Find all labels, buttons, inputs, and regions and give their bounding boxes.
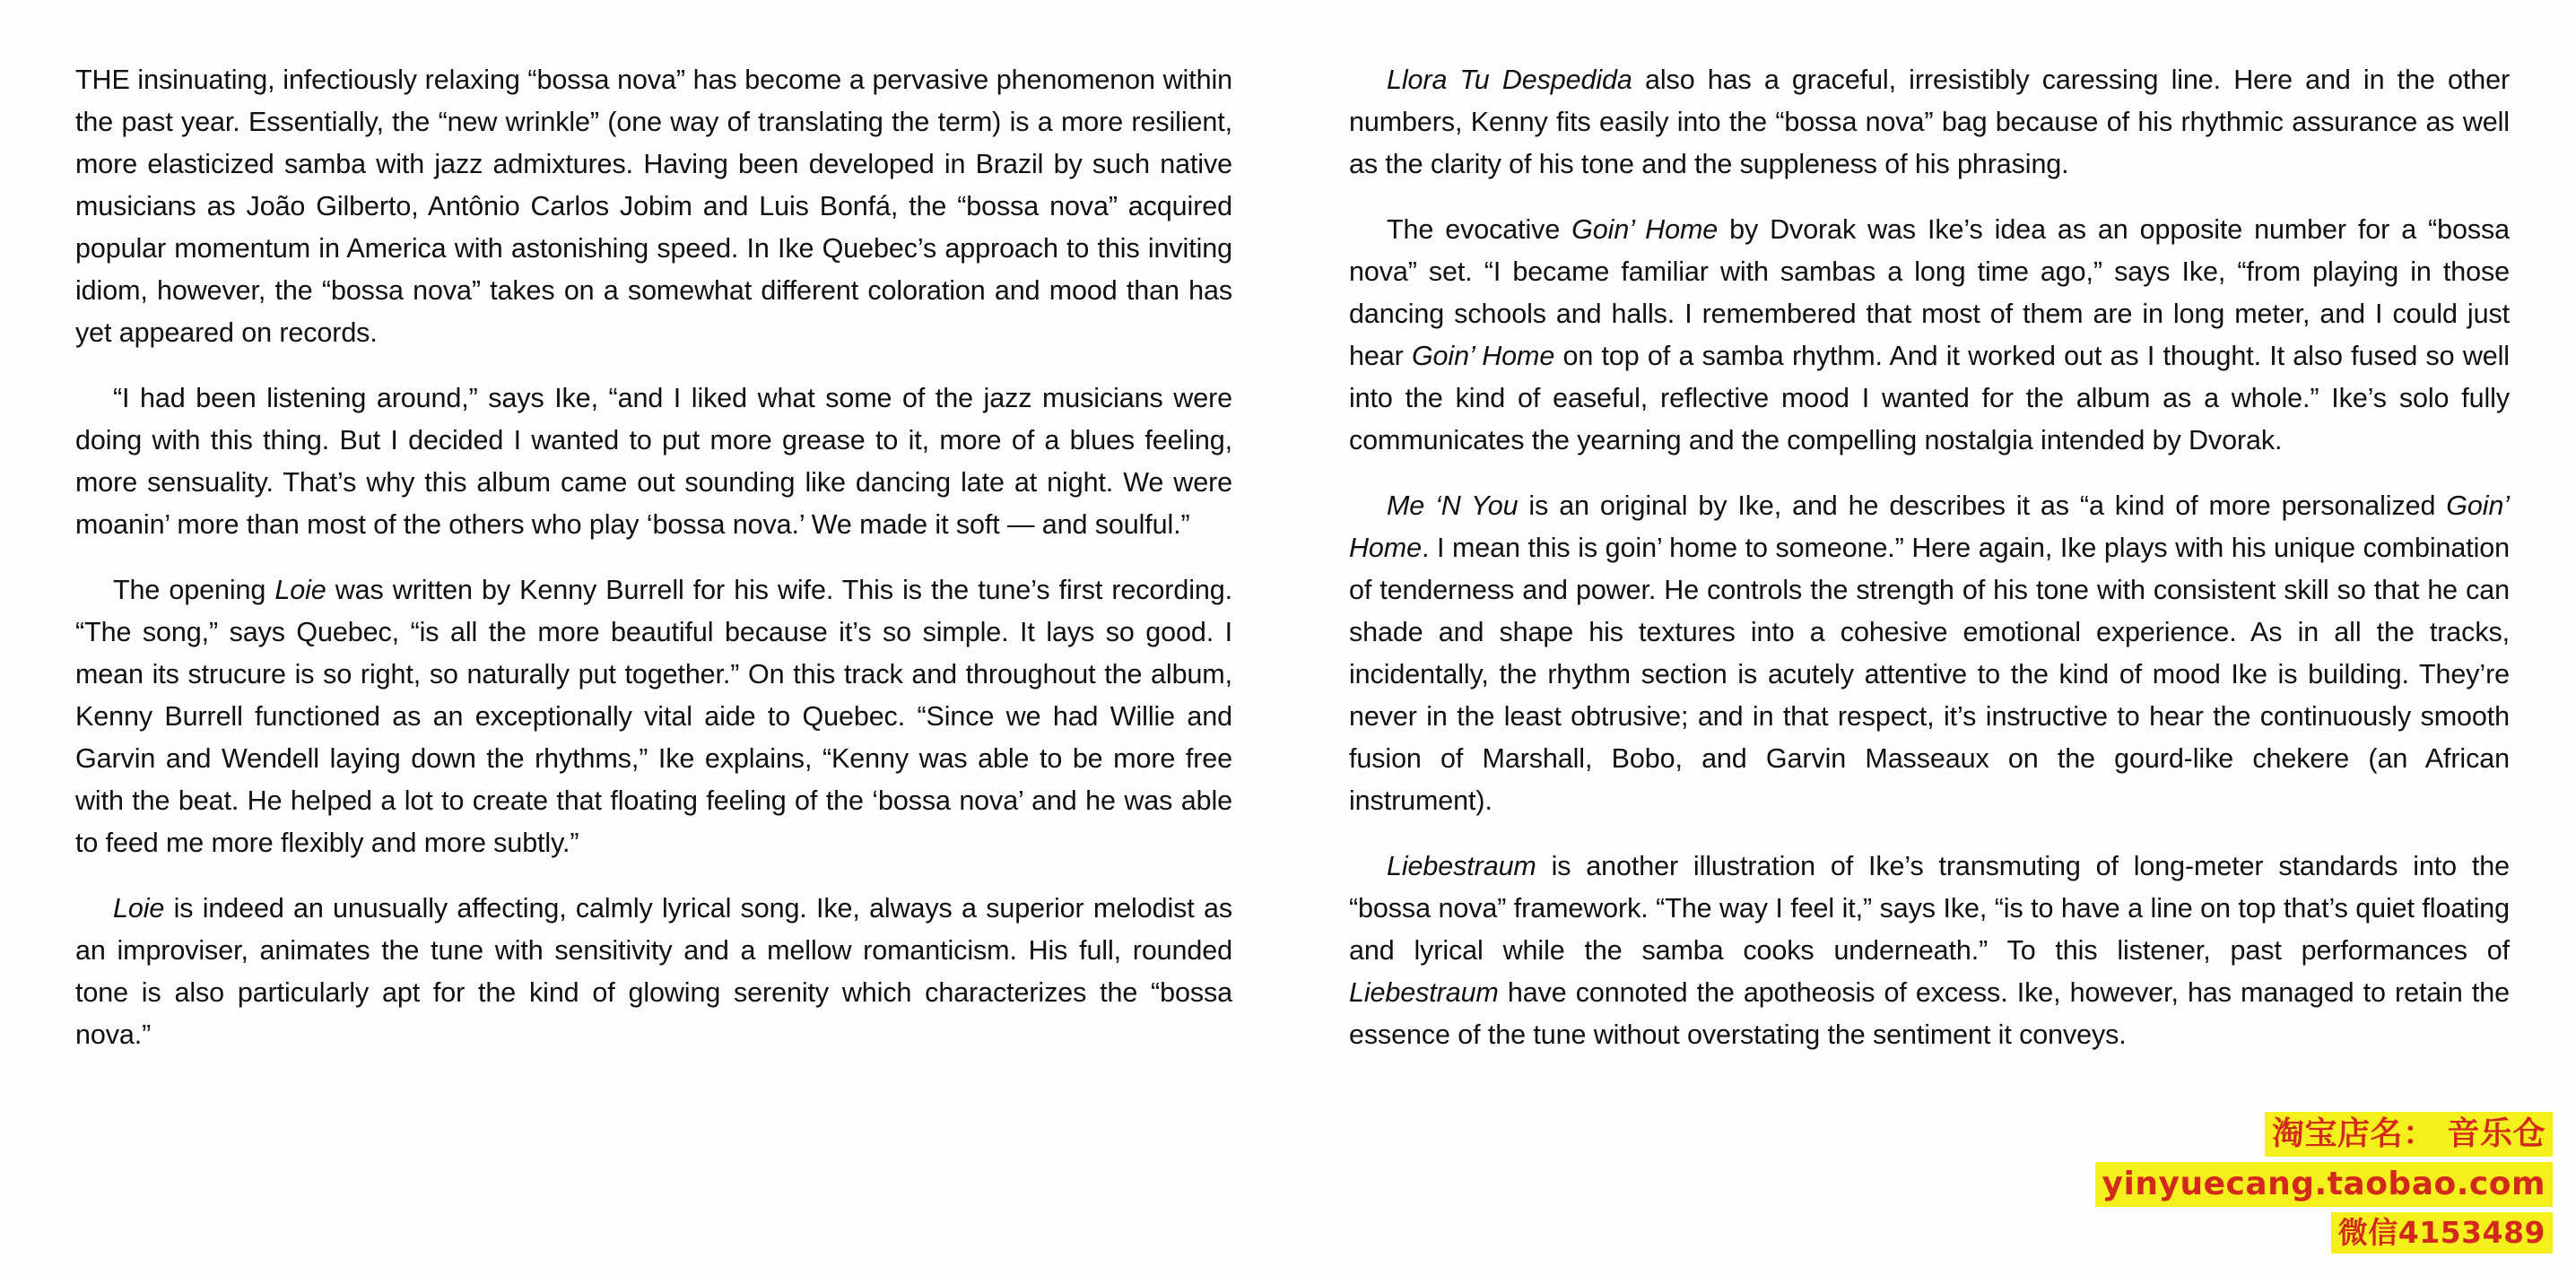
watermark-wechat: 微信4153489 bbox=[2331, 1212, 2553, 1253]
title-emphasis: Loie bbox=[113, 893, 165, 924]
paragraph-8: Liebestraum is another illustration of Ike’s transmuting of long-meter standards into the “bossa nova” framework. “The way I feel it,” says Ike, “is to have a line on top that’s quiet floating and lyrical while the samba cooks underneath.” To this listener, past performances of Liebestraum have connoted the apotheosis of excess. Ike, however, has managed to retain the essence of the tune without overstating the sentiment it conveys. bbox=[1349, 851, 2510, 1050]
paragraph-1: THE insinuating, infectiously relaxing “bossa nova” has become a pervasive phenomenon within the past year. Essentially, the “new wrinkle” (one way of translating the term) is a more resilient, more elasticized samba with jazz admixtures. Having been developed in Brazil by such native musicians as João Gilberto, Antônio Carlos Jobim and Luis Bonfá, the “bossa nova” acquired popular momentum in America with astonishing speed. In Ike Quebec’s approach to this inviting idiom, however, the “bossa nova” takes on a somewhat different coloration and mood than has yet appeared on records. bbox=[75, 65, 1232, 348]
title-emphasis: Liebestraum bbox=[1387, 851, 1536, 881]
paragraph-2: “I had been listening around,” says Ike, “and I liked what some of the jazz musicians were doing with this thing. But I decided I wanted to put more grease to it, more of a blues feeling, more sensuality. That’s why this album came out sounding like dancing late at night. We were moanin’ more than most of the others who play ‘bossa nova.’ We made it soft — and soulful.” bbox=[75, 383, 1232, 540]
watermark-shop-name: 淘宝店名： 音乐仓 bbox=[2265, 1112, 2553, 1157]
paragraph-5: Llora Tu Despedida also has a graceful, irresistibly caressing line. Here and in the other numbers, Kenny fits easily into the “bossa nova” bag because of his rhythmic assurance as well as the clarity of his tone and the suppleness of his phrasing. bbox=[1349, 65, 2510, 179]
title-emphasis: Me ‘N You bbox=[1387, 490, 1519, 521]
paragraph-4: Loie is indeed an unusually affecting, calmly lyrical song. Ike, always a superior melodist as an improviser, animates the tune with sensitivity and a mellow romanticism. His full, rounded tone is also particularly apt for the kind of glowing serenity which characterizes the “bossa nova.” bbox=[75, 893, 1232, 1050]
paragraph-6: The evocative Goin’ Home by Dvorak was Ike’s idea as an opposite number for a “bossa nova” set. “I became familiar with sambas a long time ago,” says Ike, “from playing in those dancing schools and halls. I remembered that most of them are in long meter, and I could just hear Goin’ Home on top of a samba rhythm. And it worked out as I thought. It also fused so well into the kind of easeful, reflective mood I wanted for the album as a whole.” Ike’s solo fully communicates the yearning and the compelling nostalgia intended by Dvorak. bbox=[1349, 214, 2510, 455]
title-emphasis: Goin’ Home bbox=[1411, 341, 1555, 371]
title-emphasis: Goin’ Home bbox=[1349, 490, 2510, 563]
title-emphasis: Liebestraum bbox=[1349, 977, 1499, 1008]
left-text-column bbox=[75, 59, 1232, 1248]
title-emphasis: Llora Tu Despedida bbox=[1387, 65, 1632, 95]
right-text-column bbox=[1320, 59, 2510, 1248]
paragraph-3: The opening Loie was written by Kenny Burrell for his wife. This is the tune’s first recording. “The song,” says Quebec, “is all the more beautiful because it’s so simple. It lays so good. I mean its strucure is so right, so naturally put together.” On this track and throughout the album, Kenny Burrell functioned as an exceptionally vital aide to Quebec. “Since we had Willie and Garvin and Wendell laying down the rhythms,” Ike explains, “Kenny was able to be more free with the beat. He helped a lot to create that floating feeling of the ‘bossa nova’ and he was able to feed me more flexibly and more subtly.” bbox=[75, 575, 1232, 858]
title-emphasis: Goin’ Home bbox=[1571, 214, 1719, 245]
title-emphasis: Loie bbox=[274, 575, 326, 605]
watermark-url: yinyuecang.taobao.com bbox=[2095, 1162, 2553, 1207]
paragraph-7: Me ‘N You is an original by Ike, and he describes it as “a kind of more personalized Goin’ Home. I mean this is goin’ home to someone.” Here again, Ike plays with his unique combination of tenderness and power. He controls the strength of his tone with consistent skill so that he can shade and shape his textures into a cohesive emotional experience. As in all the tracks, incidentally, the rhythm section is acutely attentive to the kind of mood Ike is building. They’re never in the least obtrusive; and in that respect, it’s instructive to hear the continuously smooth fusion of Marshall, Bobo, and Garvin Masseaux on the gourd-like chekere (an African instrument). bbox=[1349, 490, 2510, 816]
